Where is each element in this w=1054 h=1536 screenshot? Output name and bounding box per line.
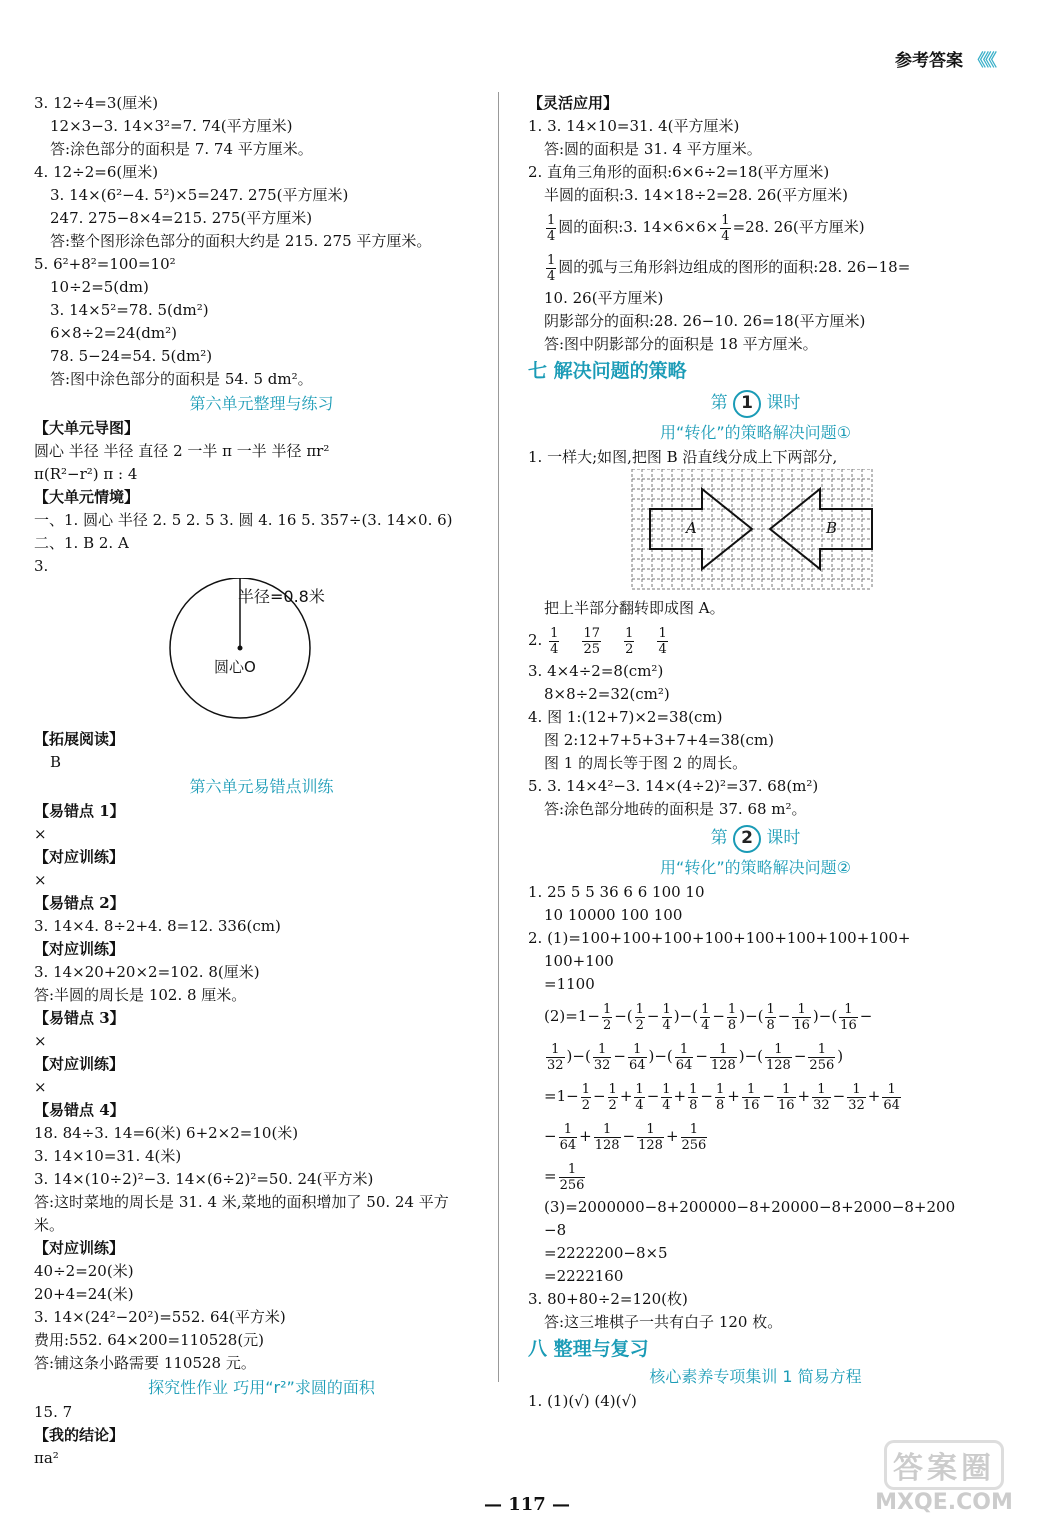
answer-line: 40÷2=20(米) bbox=[34, 1262, 134, 1280]
page-header bbox=[895, 46, 994, 71]
answer-line: =2222200−8×5 bbox=[544, 1244, 668, 1262]
fraction: $\frac{1}{4}$ bbox=[721, 212, 730, 244]
answer-line: 1. (1)(√) (4)(√) bbox=[528, 1392, 637, 1410]
section-title: 用“转化”的策略解决问题② bbox=[660, 858, 851, 877]
lesson-number-badge: 1 bbox=[733, 390, 761, 418]
answer-line: $\frac{1}{4}$ 圆的弧与三角形斜边组成的图形的面积:28. 26−18= bbox=[547, 252, 911, 284]
answer-line: πa² bbox=[34, 1449, 59, 1467]
answer-line: 把上半部分翻转即成图 A。 bbox=[544, 599, 725, 617]
chapter-title: 八 整理与复习 bbox=[528, 1338, 649, 1360]
answer-line: 6×8÷2=24(dm²) bbox=[50, 324, 177, 342]
center-dot bbox=[238, 646, 243, 651]
arrow-shape-a bbox=[650, 489, 752, 569]
answer-line: 答:涂色部分的面积是 7. 74 平方厘米。 bbox=[50, 140, 313, 158]
answer-line: 3. 14×(6²−4. 5²)×5=247. 275(平方厘米) bbox=[50, 186, 349, 204]
answer-line: 2. (1)=100+100+100+100+100+100+100+100+ bbox=[528, 929, 911, 947]
answer-line: 3. 14×5²=78. 5(dm²) bbox=[50, 301, 209, 319]
fraction: $\frac{17}{25}$ bbox=[583, 625, 600, 657]
answer-line: 答:圆的面积是 31. 4 平方厘米。 bbox=[544, 140, 762, 158]
answer-line: 2. 直角三角形的面积:6×6÷2=18(平方厘米) bbox=[528, 163, 830, 181]
page-number: — 117 — bbox=[483, 1494, 571, 1515]
bracket-heading: 【对应训练】 bbox=[34, 1239, 125, 1257]
header-title: 参考答案 bbox=[895, 51, 963, 71]
answer-line: $\frac{1}{4}$ 圆的面积:3. 14×6×6× $\frac{1}{4}$ =28. 26(平方厘米) bbox=[547, 212, 865, 244]
lesson-number-badge: 2 bbox=[733, 825, 761, 853]
answer-line: π(R²−r²) π : 4 bbox=[34, 465, 138, 483]
bracket-heading: 【灵活应用】 bbox=[528, 94, 619, 112]
answer-line: 4. 图 1:(12+7)×2=38(cm) bbox=[528, 708, 723, 726]
answer-line: 答:图中阴影部分的面积是 18 平方厘米。 bbox=[544, 335, 818, 353]
section-title: 核心素养专项集训 1 简易方程 bbox=[649, 1367, 862, 1386]
bracket-heading: 【对应训练】 bbox=[34, 848, 125, 866]
bracket-heading: 【对应训练】 bbox=[34, 1055, 125, 1073]
answer-line: 15. 7 bbox=[34, 1403, 73, 1421]
radius-label: 半径=0.8米 bbox=[238, 587, 325, 606]
column-divider bbox=[498, 92, 499, 1382]
section-title: 第六单元易错点训练 bbox=[189, 777, 334, 796]
left-column bbox=[34, 92, 489, 1470]
fraction: $\frac{1}{4}$ bbox=[658, 625, 667, 657]
arrow-grid-diagram bbox=[528, 469, 983, 597]
answer-line: 1. 25 5 5 36 6 6 100 10 bbox=[528, 883, 705, 901]
answer-line: =1100 bbox=[544, 975, 595, 993]
answer-line: 3. 80+80÷2=120(枚) bbox=[528, 1290, 688, 1308]
answer-line: 3. 14×(10÷2)²−3. 14×(6÷2)²=50. 24(平方米) bbox=[34, 1170, 374, 1188]
bracket-heading: 【大单元导图】 bbox=[34, 419, 140, 437]
answer-line: 5. 3. 14×4²−3. 14×(4÷2)²=37. 68(m²) bbox=[528, 777, 819, 795]
figure-label-b: B bbox=[826, 519, 838, 537]
answer-line: 10 10000 100 100 bbox=[544, 906, 683, 924]
answer-line: 78. 5−24=54. 5(dm²) bbox=[50, 347, 213, 365]
answer-line: 3. 4×4÷2=8(cm²) bbox=[528, 662, 664, 680]
fraction: $\frac{1}{4}$ bbox=[547, 252, 556, 284]
answer-line: =1− $\frac{1}{2}$ − $\frac{1}{2}$ + $\frac{1}{4}$ − $\frac{1}{4}$ + $\frac{1}{8}$ − $\frac{1}{8}$ + $\frac{1}{16}$ − $\frac{1}{16}$ + $\frac{1}{32}$ − $\frac{1}{32}$ + $\frac{1}{64}$ bbox=[544, 1081, 900, 1113]
answer-line: 图 2:12+7+5+3+7+4=38(cm) bbox=[544, 731, 774, 749]
answer-line: = $\frac{1}{256}$ bbox=[544, 1161, 585, 1193]
answer-line: 答:这三堆棋子一共有白子 120 枚。 bbox=[544, 1313, 783, 1331]
answer-line: 答:铺这条小路需要 110528 元。 bbox=[34, 1354, 256, 1372]
answer-line: 图 1 的周长等于图 2 的周长。 bbox=[544, 754, 748, 772]
answer-line: (3)=2000000−8+200000−8+20000−8+2000−8+200 bbox=[544, 1198, 956, 1216]
answer-line: 答:这时菜地的周长是 31. 4 米,菜地的面积增加了 50. 24 平方 bbox=[34, 1193, 449, 1211]
answer-line: 1. 3. 14×10=31. 4(平方厘米) bbox=[528, 117, 740, 135]
bracket-heading: 【大单元情境】 bbox=[34, 488, 140, 506]
bracket-heading: 【易错点 2】 bbox=[34, 894, 125, 912]
answer-line: 2. $\frac{1}{4}$ $\frac{17}{25}$ $\frac{1}{2}$ $\frac{1}{4}$ bbox=[528, 625, 667, 657]
grid-figure bbox=[528, 469, 983, 597]
answer-line: B bbox=[50, 753, 62, 771]
answer-line: 二、1. B 2. A bbox=[34, 534, 129, 552]
answer-line: 答:涂色部分地砖的面积是 37. 68 m²。 bbox=[544, 800, 807, 818]
fraction: $\frac{1}{4}$ bbox=[550, 625, 559, 657]
bracket-heading: 【对应训练】 bbox=[34, 940, 125, 958]
watermark-logo: 答案圈 MXQE.COM bbox=[854, 1440, 1034, 1530]
answer-line: 18. 84÷3. 14=6(米) 6+2×2=10(米) bbox=[34, 1124, 299, 1142]
answer-line: 圆心 半径 半径 直径 2 一半 π 一半 半径 πr² bbox=[34, 442, 330, 460]
answer-line: 4. 12÷2=6(厘米) bbox=[34, 163, 159, 181]
section-title: 探究性作业 巧用“r²”求圆的面积 bbox=[148, 1378, 375, 1397]
fraction: $\frac{1}{4}$ bbox=[547, 212, 556, 244]
answer-line: × bbox=[34, 825, 47, 843]
figure-label-a: A bbox=[686, 519, 697, 537]
arrow-shape-b bbox=[770, 489, 872, 569]
answer-line: 5. 6²+8²=100=10² bbox=[34, 255, 176, 273]
answer-line: 3. 12÷4=3(厘米) bbox=[34, 94, 159, 112]
answer-line: (2)=1− $\frac{1}{2}$ −( $\frac{1}{2}$ − $\frac{1}{4}$ )−( $\frac{1}{4}$ − $\frac{1}{8}$ )−( $\frac{1}{8}$ − $\frac{1}{16}$ )−( $\frac{1}{16}$ − bbox=[544, 1001, 873, 1033]
answer-line: 12×3−3. 14×3²=7. 74(平方厘米) bbox=[50, 117, 293, 135]
bracket-heading: 【我的结论】 bbox=[34, 1426, 125, 1444]
answer-line: 8×8÷2=32(cm²) bbox=[544, 685, 670, 703]
lesson-title: 第 2 课时 bbox=[528, 821, 983, 855]
answer-line: 3. 14×10=31. 4(米) bbox=[34, 1147, 182, 1165]
section-title: 用“转化”的策略解决问题① bbox=[660, 423, 851, 442]
answer-line: =2222160 bbox=[544, 1267, 624, 1285]
right-column bbox=[528, 92, 983, 1413]
answer-line: 10. 26(平方厘米) bbox=[544, 289, 664, 307]
bracket-heading: 【易错点 4】 bbox=[34, 1101, 125, 1119]
chapter-title: 七 解决问题的策略 bbox=[528, 360, 687, 382]
answer-line: −8 bbox=[544, 1221, 567, 1239]
answer-line: 3. bbox=[34, 557, 49, 575]
answer-line: 247. 275−8×4=215. 275(平方厘米) bbox=[50, 209, 313, 227]
answer-line: 3. 14×20+20×2=102. 8(厘米) bbox=[34, 963, 260, 981]
answer-line: 20+4=24(米) bbox=[34, 1285, 134, 1303]
lesson-title: 第 1 课时 bbox=[528, 386, 983, 420]
answer-line: 10÷2=5(dm) bbox=[50, 278, 149, 296]
answer-line: 3. 14×4. 8÷2+4. 8=12. 336(cm) bbox=[34, 917, 281, 935]
section-title: 第六单元整理与练习 bbox=[189, 394, 334, 413]
answer-line: × bbox=[34, 871, 47, 889]
fraction: $\frac{1}{2}$ bbox=[625, 625, 634, 657]
answer-line: 3. 14×(24²−20²)=552. 64(平方米) bbox=[34, 1308, 286, 1326]
answer-line: $\frac{1}{32}$ )−( $\frac{1}{32}$ − $\frac{1}{64}$ )−( $\frac{1}{64}$ − $\frac{1}{128}$ )−( $\frac{1}{128}$ − $\frac{1}{256}$ ) bbox=[547, 1041, 844, 1073]
answer-line: 答:半圆的周长是 102. 8 厘米。 bbox=[34, 986, 247, 1004]
answer-line: 米。 bbox=[34, 1216, 65, 1234]
header-arrows-icon: 《《《 bbox=[969, 51, 994, 71]
circle-figure bbox=[34, 578, 489, 728]
answer-line: 费用:552. 64×200=110528(元) bbox=[34, 1331, 265, 1349]
answer-line: 答:图中涂色部分的面积是 54. 5 dm²。 bbox=[50, 370, 313, 388]
answer-line: 1. 一样大;如图,把图 B 沿直线分成上下两部分, bbox=[528, 448, 838, 466]
bracket-heading: 【拓展阅读】 bbox=[34, 730, 125, 748]
bracket-heading: 【易错点 3】 bbox=[34, 1009, 125, 1027]
answer-line: − $\frac{1}{64}$ + $\frac{1}{128}$ − $\frac{1}{128}$ + $\frac{1}{256}$ bbox=[544, 1121, 707, 1153]
answer-line: 一、1. 圆心 半径 2. 5 2. 5 3. 圆 4. 16 5. 357÷(3. 14×0. 6) bbox=[34, 511, 453, 529]
bracket-heading: 【易错点 1】 bbox=[34, 802, 125, 820]
answer-line: 答:整个图形涂色部分的面积大约是 215. 275 平方厘米。 bbox=[50, 232, 432, 250]
center-label: 圆心O bbox=[214, 658, 256, 676]
answer-line: 100+100 bbox=[544, 952, 614, 970]
answer-line: × bbox=[34, 1032, 47, 1050]
answer-line: 半圆的面积:3. 14×18÷2=28. 26(平方厘米) bbox=[544, 186, 848, 204]
answer-line: 阴影部分的面积:28. 26−10. 26=18(平方厘米) bbox=[544, 312, 866, 330]
answer-line: × bbox=[34, 1078, 47, 1096]
